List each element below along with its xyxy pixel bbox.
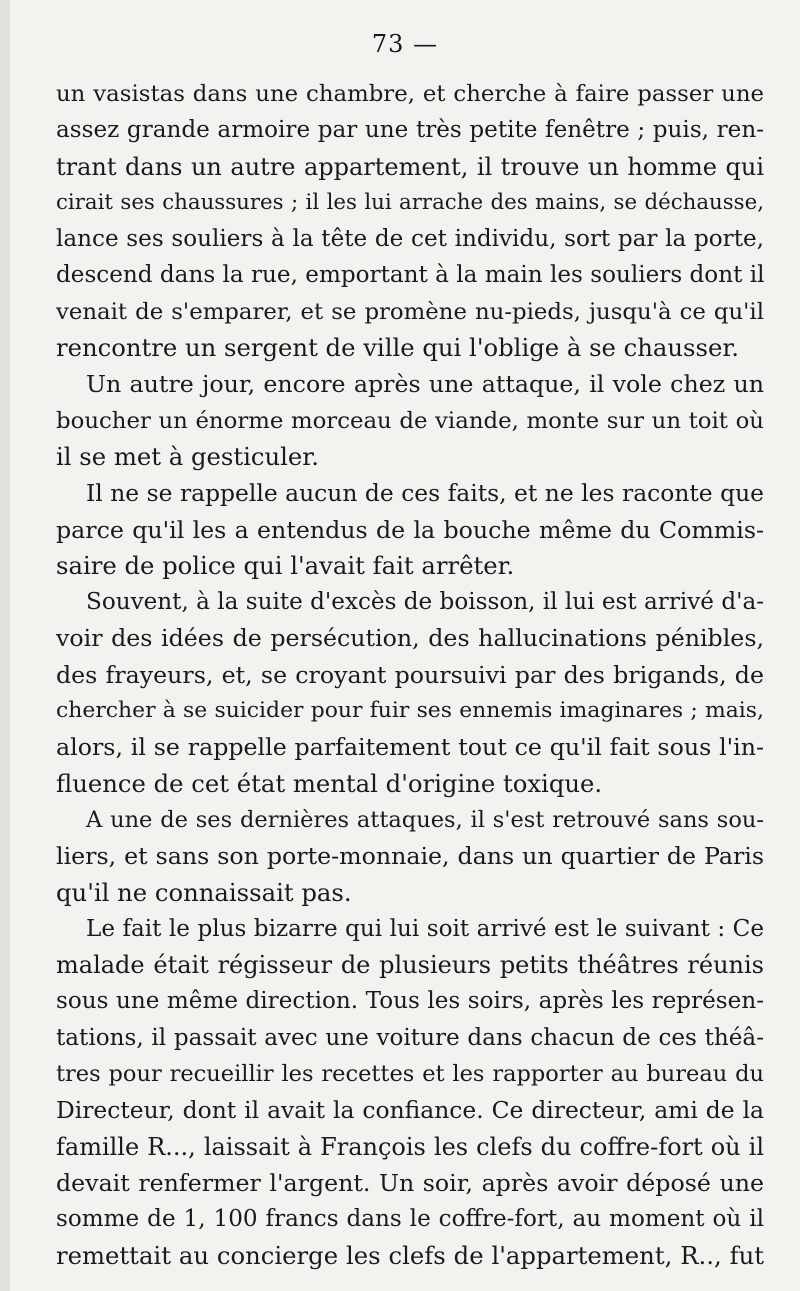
body-text	[56, 76, 764, 1274]
text-line: tations, il passait avec une voiture dans chacun de ces théâ-	[56, 1024, 764, 1051]
text-line: cirait ses chaussures ; il les lui arrache des mains, se déchausse,	[56, 189, 764, 215]
text-line: alors, il se rappelle parfaitement tout ce qu'il fait sous l'in-	[56, 733, 764, 762]
text-line: malade était régisseur de plusieurs petits théâtres réunis	[56, 951, 764, 980]
text-line: sous une même direction. Tous les soirs, après les représen-	[56, 988, 764, 1015]
text-line: Le fait le plus bizarre qui lui soit arrivé est le suivant : Ce	[86, 915, 764, 942]
text-line: Un autre jour, encore après une attaque, il vole chez un	[86, 370, 764, 399]
text-line: venait de s'emparer, et se promène nu-pieds, jusqu'à ce qu'il	[56, 298, 764, 325]
text-line: voir des idées de persécution, des hallucinations pénibles,	[56, 624, 764, 653]
text-line: liers, et sans son porte-monnaie, dans un quartier de Paris	[56, 842, 764, 871]
text-line: boucher un énorme morceau de viande, monte sur un toit où	[56, 407, 764, 434]
text-line: un vasistas dans une chambre, et cherche à faire passer une	[56, 81, 764, 107]
text-line: chercher à se suicider pour fuir ses ennemis imaginares ; mais,	[56, 698, 764, 724]
text-line: descend dans la rue, emportant à la main les souliers dont il	[56, 262, 764, 289]
text-line: lance ses souliers à la tête de cet individu, sort par la porte,	[56, 226, 764, 253]
text-line: des frayeurs, et, se croyant poursuivi par des brigands, de	[56, 660, 764, 689]
text-line: tres pour recueillir les recettes et les rapporter au bureau du	[56, 1061, 764, 1088]
text-line: A une de ses dernières attaques, il s'est retrouvé sans sou-	[86, 806, 764, 833]
text-line: fluence de cet état mental d'origine toxique.	[56, 768, 603, 798]
text-line: famille R..., laissait à François les clefs du coffre-fort où il	[56, 1132, 764, 1161]
text-line: rencontre un sergent de ville qui l'oblige à se chausser.	[56, 333, 740, 363]
page-number	[10, 30, 800, 58]
text-line: assez grande armoire par une très petite fenêtre ; puis, ren-	[56, 117, 764, 144]
page-number-text: 73 —	[371, 30, 439, 58]
text-line: remettait au concierge les clefs de l'appartement, R.., fut	[56, 1240, 764, 1270]
text-line: qu'il ne connaissait pas.	[56, 877, 352, 907]
text-line: Il ne se rappelle aucun de ces faits, et ne les raconte que	[86, 479, 764, 508]
text-line: trant dans un autre appartement, il trouve un homme qui	[56, 152, 764, 181]
text-line: somme de 1, 100 francs dans le coffre-fort, au moment où il	[56, 1206, 764, 1233]
text-line: Souvent, à la suite d'excès de boisson, il lui est arrivé d'a-	[86, 589, 764, 616]
text-line: parce qu'il les a entendus de la bouche même du Commis-	[56, 515, 764, 544]
text-line: saire de police qui l'avait fait arrêter.	[56, 550, 515, 580]
text-line: devait renfermer l'argent. Un soir, après avoir déposé une	[56, 1168, 764, 1197]
text-line: Directeur, dont il avait la confiance. Ce directeur, ami de la	[56, 1096, 764, 1125]
text-line: il se met à gesticuler.	[56, 441, 319, 471]
